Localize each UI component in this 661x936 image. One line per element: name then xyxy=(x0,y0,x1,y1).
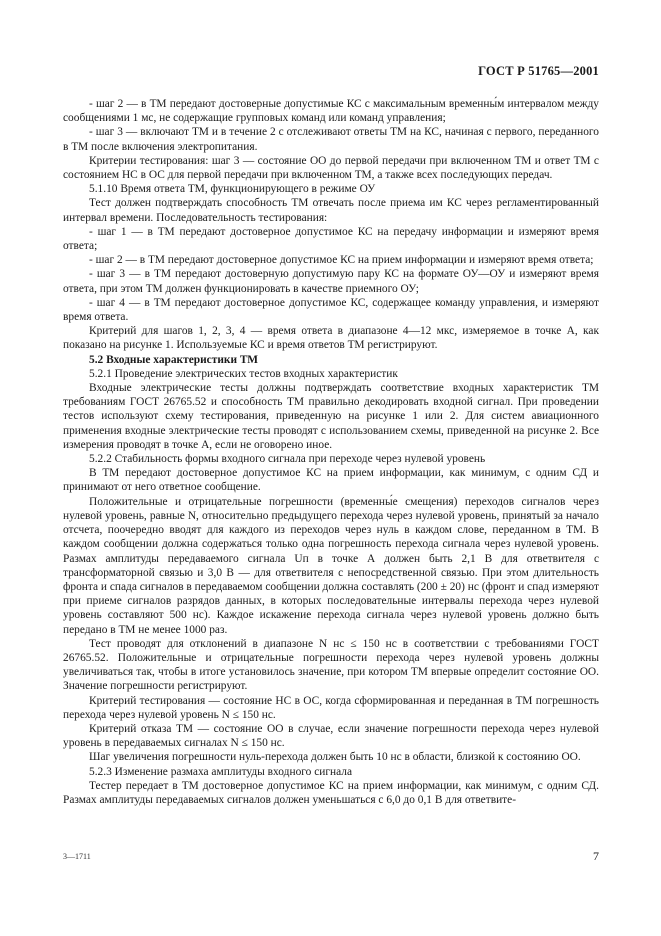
paragraph: Критерии тестирования: шаг 3 — состояние ОО до первой передачи при включенном ТМ и ответ ТМ с состоянием НС в ОС для первой передачи при включенном ТМ, а также всех последующих передач. xyxy=(63,154,599,182)
paragraph: Входные электрические тесты должны подтверждать соответствие входных характеристик ТМ требованиям ГОСТ 26765.52 и способность ТМ правильно декодировать входной сигнал. При проведении тестов используют схему тестирования, приведенную на рисунке 1 или 2. Для систем авиационного применения входные электрические тесты проводят с использованием схемы, приведенной на рисунке 2. Все измерения проводят в точке А, если не оговорено иное. xyxy=(63,382,599,451)
subsection-heading: 5.2.3 Изменение размаха амплитуды входного сигнала xyxy=(89,765,353,778)
section-heading: 5.2 Входные характеристики ТМ xyxy=(89,353,259,366)
paragraph: Критерий для шагов 1, 2, 3, 4 — время ответа в диапазоне 4—12 мкс, измеряемое в точке А, как показано на рисунке 1. Используемые КС и время ответов ТМ регистрируют. xyxy=(63,325,599,352)
paragraph: - шаг 4 — в ТМ передают достоверное допустимое КС, содержащее команду управления, и измеряют время ответа. xyxy=(63,296,599,324)
paragraph: В ТМ передают достоверное допустимое КС на прием информации, как минимум, с одним СД и принимают от него ответное сообщение. xyxy=(63,467,599,494)
paragraph: - шаг 1 — в ТМ передают достоверное допустимое КС на передачу информации и измеряют время ответа; xyxy=(63,225,599,253)
paragraph: Тест должен подтверждать способность ТМ отвечать после приема им КС через регламентированный интервал времени. Последовательность тестирования: xyxy=(63,197,599,224)
paragraph: - шаг 3 — в ТМ передают достоверную допустимую пару КС на формате ОУ—ОУ и измеряют время ответа, при этом ТМ должен функционировать в качестве приемного ОУ; xyxy=(63,268,599,295)
paragraph: Тестер передает в ТМ достоверное допустимое КС на прием информации, как минимум, с одним СД. Размах амплитуды передаваемых сигналов должен уменьшаться с 6,0 до 0,1 В для ответвите- xyxy=(63,779,599,806)
paragraph: Критерий отказа ТМ — состояние ОО в случае, если значение погрешности перехода через нулевой уровень в передаваемых сигналах N ≤ 150 нс. xyxy=(63,722,599,750)
print-code: 3—1711 xyxy=(63,852,91,861)
paragraph: Положительные и отрицательные погрешности (временны́е смещения) переходов сигналов через нулевой уровень, равные N, относительно предыдущего перехода через нулевой уровень, принятый за начало отсчета, поочередно вводят для каждого из переходов через нуль в каждом слове, переданном в ТМ. В каждом сообщении должна содержаться только одна погрешность перехода сигнала через нулевой уровень. Размах амплитуды передаваемого сигнала Uп в точке А должен быть 2,1 В для ответвителя с трансформаторной связью и 3,0 В — для ответвителя с непосредственной связью. При этом длительность фронта и спада сигналов в передаваемом сообщении должна составлять (200 ± 20) нс (фронт и спад измеряют при приеме сигналов разрядов данных, в которых последовательные интервалы перехода через нулевой уровень составляют 500 нс). Каждое искажение перехода сигнала через нулевой уровень должно быть передано в ТМ не менее 1000 раз. xyxy=(63,495,599,636)
paragraph: Критерий тестирования — состояние НС в ОС, когда сформированная и переданная в ТМ погрешность перехода через нулевой уровень N ≤ 150 нс. xyxy=(63,694,599,721)
subsection-heading: 5.2.1 Проведение электрических тестов входных характеристик xyxy=(89,367,398,380)
page-number: 7 xyxy=(593,849,599,863)
document-id-header: ГОСТ Р 51765—2001 xyxy=(478,64,599,78)
paragraph: Тест проводят для отклонений в диапазоне N нс ≤ 150 нс в соответствии с требованиями ГОСТ 26765.52. Положительные и отрицательные погрешности перехода через нулевой уровень должны увеличиваться так, чтобы в итоге установилось значение, при котором ТМ впервые определит состояние ОО. Значение погрешности регистрируют. xyxy=(63,637,599,693)
paragraph: - шаг 2 — в ТМ передают достоверные допустимые КС с максимальным временны́м интервалом между сообщениями 1 мс, не содержащие групповых команд или команд управления; xyxy=(63,98,599,125)
subsection-heading: 5.1.10 Время ответа ТМ, функционирующего в режиме ОУ xyxy=(89,183,376,196)
subsection-heading: 5.2.2 Стабильность формы входного сигнала при переходе через нулевой уровень xyxy=(89,453,486,466)
paragraph: Шаг увеличения погрешности нуль-перехода должен быть 10 нс в области, близкой к состоянию ОО. xyxy=(89,751,581,764)
paragraph: - шаг 3 — включают ТМ и в течение 2 с отслеживают ответы ТМ на КС, начиная с первого, переданного в ТМ после включения электропитания. xyxy=(63,126,599,153)
document-body xyxy=(63,97,599,807)
paragraph: - шаг 2 — в ТМ передают достоверное допустимое КС на прием информации и измеряют время ответа; xyxy=(89,254,594,267)
